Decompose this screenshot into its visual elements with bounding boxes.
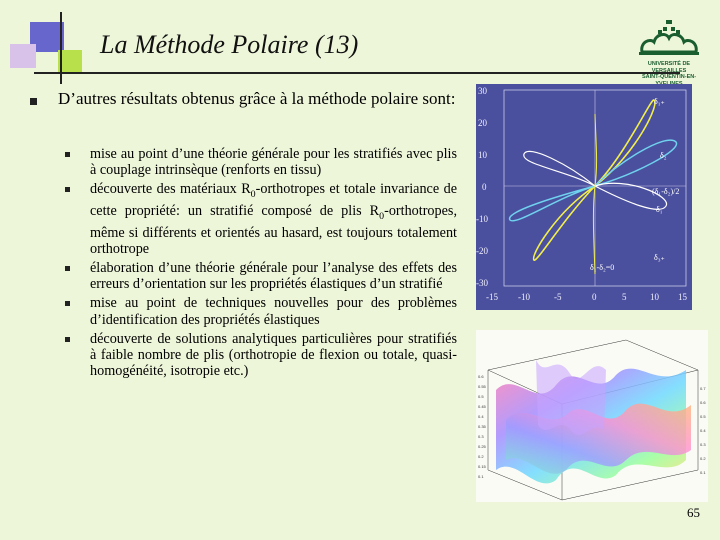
- y-tick-label: -30: [476, 278, 488, 288]
- x-tick-label: -5: [554, 292, 562, 302]
- y-tick-label: 30: [478, 86, 487, 96]
- list-item: [62, 260, 457, 292]
- surface-layer-3: [536, 360, 606, 435]
- list-item-text-part1: découverte des matériaux R: [90, 181, 251, 198]
- right-tick-label: 0.7: [700, 386, 706, 391]
- curve-label: δ₁-δ₂=0: [590, 263, 615, 272]
- y-tick-label: 10: [478, 150, 487, 160]
- bullet-square-icon: [65, 187, 70, 192]
- z-tick-label: 0.5: [478, 394, 484, 399]
- decor-square-pink: [10, 44, 36, 68]
- right-tick-label: 0.1: [700, 470, 706, 475]
- list-item-text-part3: -orthotropes, même si différents et orientés au hasard, est toujours totalement orthotrope: [90, 203, 457, 258]
- y-tick-label: -20: [476, 246, 488, 256]
- bullet-square-icon: [65, 337, 70, 342]
- university-logo: [636, 18, 702, 78]
- list-item-text: mise au point d’une théorie générale pour les stratifiés avec plis à couplage intrinsèque (renforts en tissu): [90, 146, 457, 179]
- z-tick-label: 0.1: [478, 474, 484, 479]
- surface-3d-plot: [476, 330, 708, 502]
- bullet-square-icon: [65, 266, 70, 271]
- y-tick-label: -10: [476, 214, 488, 224]
- list-item: [62, 295, 457, 327]
- z-tick-label: 0.25: [478, 444, 486, 449]
- curve-label: δ₃₊: [654, 253, 665, 262]
- list-item: [62, 331, 457, 379]
- bullet-square-icon: [65, 152, 70, 157]
- result-list: [62, 146, 457, 382]
- x-tick-label: 15: [678, 292, 687, 302]
- z-tick-label: 0.2: [478, 454, 484, 459]
- decor-horizontal-line: [34, 72, 680, 74]
- z-tick-label: 0.55: [478, 384, 486, 389]
- list-item-text: mise au point de techniques nouvelles pour des problèmes d’identification des propriétés élastiques: [90, 295, 457, 328]
- logo-text-line2: SAINT-QUENTIN-EN-: [641, 74, 697, 80]
- x-tick-label: 10: [650, 292, 659, 302]
- bullet-square-icon: [65, 301, 70, 306]
- list-item-text: élaboration d’une théorie générale pour l’analyse des effets des erreurs d’orientation sur les propriétés élastiques d’un stratifié: [90, 260, 457, 293]
- subscript: 0: [379, 210, 385, 222]
- subscript: 0: [250, 189, 256, 201]
- x-tick-label: 0: [592, 292, 597, 302]
- curve-label: (δ₁-δ₂)/2: [652, 187, 680, 196]
- z-tick-label: 0.45: [478, 404, 486, 409]
- right-tick-label: 0.2: [700, 456, 706, 461]
- list-item-text: découverte de solutions analytiques particulières pour stratifiés à faible nombre de plis (orthotropie de flexion ou totale, quasi-homogénéité, isotropie etc.): [90, 330, 457, 379]
- page-number: 65: [687, 505, 700, 520]
- curve-label: δ₁: [656, 205, 663, 214]
- y-tick-label: 20: [478, 118, 487, 128]
- right-tick-label: 0.4: [700, 428, 706, 433]
- y-tick-label: 0: [482, 182, 487, 192]
- x-tick-label: -15: [486, 292, 498, 302]
- x-tick-label: 5: [622, 292, 627, 302]
- curve-label: δ₁₊: [654, 97, 665, 106]
- polar-diagram: [476, 84, 692, 310]
- z-tick-label: 0.3: [478, 434, 484, 439]
- right-tick-label: 0.5: [700, 414, 706, 419]
- logo-text-line1: UNIVERSITÉ DE VERSAILLES: [647, 61, 691, 74]
- bullet-square-icon: [30, 98, 37, 105]
- list-item-text-part2: -orthotropes et totale invariance de cette propriété: un stratifié composé de plis R: [90, 181, 457, 220]
- curve-label: δ₂: [660, 151, 667, 160]
- intro-text: D’autres résultats obtenus grâce à la méthode polaire sont:: [58, 89, 456, 108]
- slide-title: La Méthode Polaire (13): [100, 30, 359, 59]
- right-tick-label: 0.6: [700, 400, 706, 405]
- z-tick-label: 0.35: [478, 424, 486, 429]
- z-tick-label: 0.4: [478, 414, 484, 419]
- list-item: [62, 181, 457, 257]
- right-tick-label: 0.3: [700, 442, 706, 447]
- z-tick-label: 0.15: [478, 464, 486, 469]
- university-logo-icon: [636, 18, 702, 56]
- list-item: [62, 146, 457, 178]
- x-tick-label: -10: [518, 292, 530, 302]
- z-tick-label: 0.6: [478, 374, 484, 379]
